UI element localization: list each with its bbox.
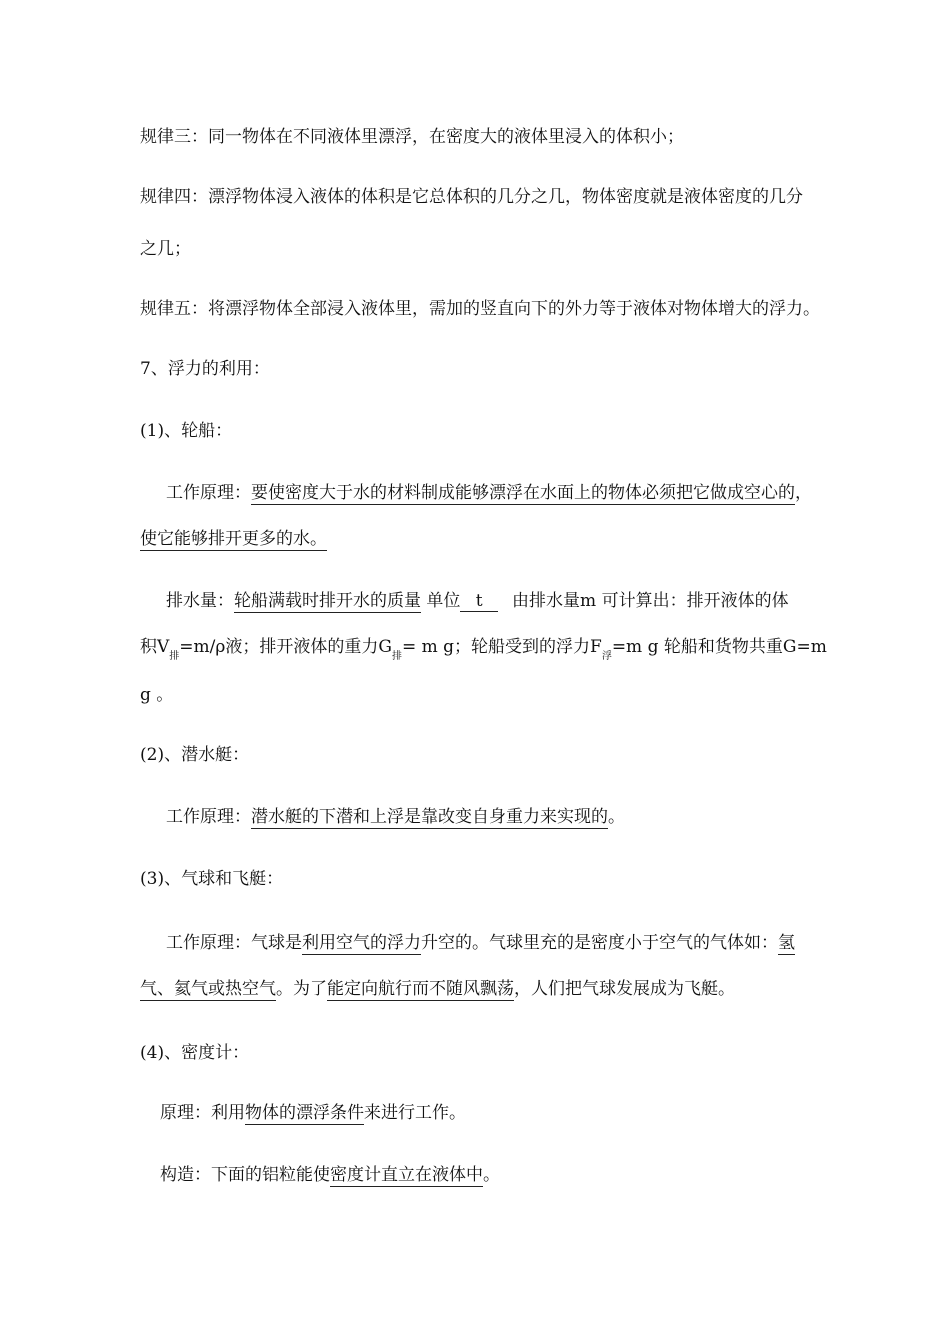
submarine-principle-end: 。 — [608, 807, 625, 827]
balloon-underlined-4: 能定向航行而不随风飘荡 — [327, 979, 514, 999]
balloon-underlined-3: 气、氦气或热空气 — [140, 979, 276, 999]
hydrometer-principle-underlined: 物体的漂浮条件 — [245, 1103, 364, 1123]
submarine-heading: (2)、潜水艇： — [140, 745, 250, 765]
balloon-underlined-1: 利用空气的浮力 — [302, 933, 421, 953]
ship-principle-comma: ， — [795, 483, 812, 503]
submarine-principle-label: 工作原理： — [166, 807, 251, 827]
balloon-underlined-2: 氢 — [778, 933, 795, 953]
formula-sub-fu: 浮 — [601, 651, 612, 662]
ship-heading: (1)、轮船： — [140, 421, 233, 441]
rule-4-line-1: 规律四：漂浮物体浸入液体的体积是它总体积的几分之几，物体密度就是液体密度的几分 — [140, 187, 803, 207]
hydrometer-build-end: 。 — [483, 1165, 500, 1185]
hydrometer-principle-label: 原理：利用 — [160, 1103, 245, 1123]
calc-text: 由排水量m 可计算出：排开液体的体 — [512, 591, 789, 611]
formula-part-c: = m g；轮船受到的浮力F — [401, 637, 602, 657]
displacement-definition: 轮船满载时排开水的质量 — [234, 591, 421, 611]
balloon-principle-mid: 升空的。气球里充的是密度小于空气的气体如： — [421, 933, 778, 953]
rule-3: 规律三：同一物体在不同液体里漂浮，在密度大的液体里浸入的体积小； — [140, 127, 684, 147]
ship-principle-label: 工作原理： — [166, 483, 251, 503]
ship-formula-line — [140, 636, 827, 661]
formula-sub-pai-2: 排 — [391, 651, 402, 662]
displacement-label: 排水量： — [166, 591, 234, 611]
formula-part-d: =m g 轮船和货物共重G=m — [611, 637, 827, 657]
ship-principle-underlined-2: 使它能够排开更多的水。 — [140, 529, 327, 549]
submarine-principle-underlined: 潜水艇的下潜和上浮是靠改变自身重力来实现的 — [251, 807, 608, 827]
ship-displacement-line — [166, 590, 789, 612]
hydrometer-build-label: 构造：下面的铝粒能使 — [160, 1165, 330, 1185]
ship-principle-underlined-1: 要使密度大于水的材料制成能够漂浮在水面上的物体必须把它做成空心的 — [251, 483, 795, 503]
balloon-principle-line-2 — [140, 978, 735, 1000]
formula-part-a: 积V — [140, 637, 170, 657]
unit-label: 单位 — [426, 591, 461, 611]
hydrometer-build-underlined: 密度计直立在液体中 — [330, 1165, 483, 1185]
hydrometer-construction — [160, 1164, 500, 1186]
hydrometer-principle — [160, 1102, 466, 1124]
rule-5: 规律五：将漂浮物体全部浸入液体里，需加的竖直向下的外力等于液体对物体增大的浮力。 — [140, 299, 820, 319]
hydrometer-principle-end: 来进行工作。 — [364, 1103, 466, 1123]
ship-principle-line-2 — [140, 528, 327, 550]
ship-formula-line-2: g 。 — [140, 685, 174, 705]
submarine-principle — [166, 806, 625, 828]
hydrometer-heading: (4)、密度计： — [140, 1043, 250, 1063]
balloon-principle-line-1 — [166, 932, 795, 954]
balloon-line2-end: ，人们把气球发展成为飞艇。 — [514, 979, 735, 999]
balloon-line2-mid: 。为了 — [276, 979, 327, 999]
unit-value: t — [460, 591, 498, 612]
balloon-principle-label: 工作原理：气球是 — [166, 933, 302, 953]
ship-principle-line-1 — [166, 482, 812, 504]
formula-sub-pai-1: 排 — [169, 651, 180, 662]
rule-4-line-2: 之几； — [140, 239, 191, 259]
formula-part-b: =m/ρ液；排开液体的重力G — [179, 637, 392, 657]
section-7-heading: 7、浮力的利用： — [140, 359, 270, 379]
balloon-heading: (3)、气球和飞艇： — [140, 869, 284, 889]
